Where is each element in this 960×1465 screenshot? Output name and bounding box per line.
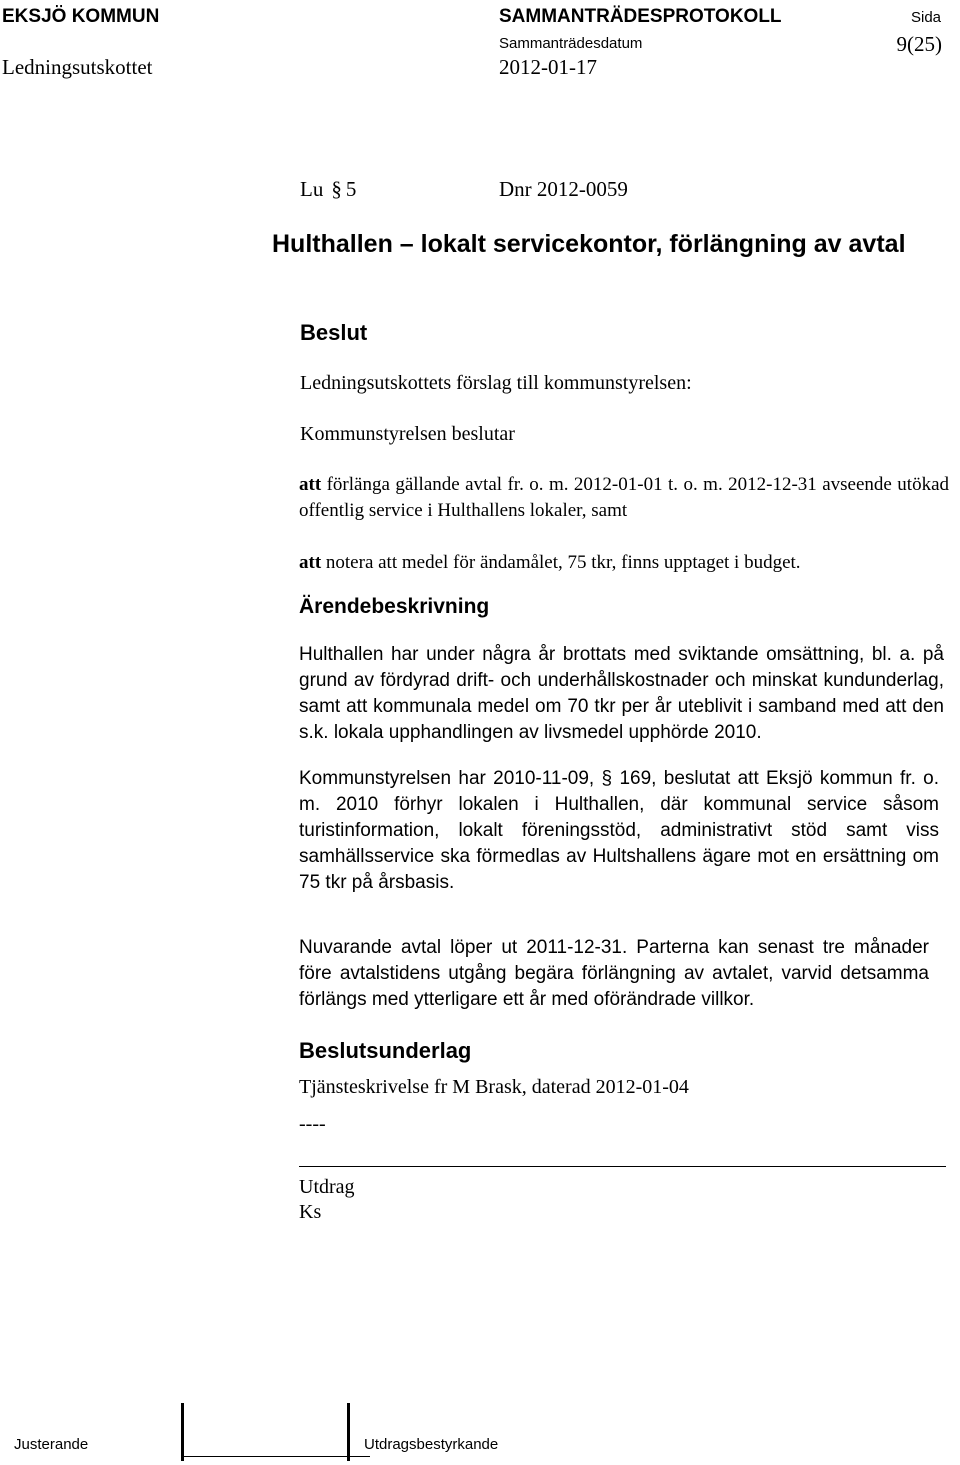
- description-paragraph-end: 169, beslutat att Eksjö kommun fr. o. m. 2010 förhyr lokalen i Hulthallen, där kommunal service såsom turistinformation, lokalt föreningsstöd, administrativt stöd samt viss samhällsservice ska förmedlas av Hultshallens ägare mot en ersättning om 75 tkr på årsbasis.: [299, 768, 940, 893]
- signature-divider: [181, 1403, 184, 1461]
- page-label: Sida: [911, 9, 942, 26]
- case-dnr: Dnr 2012-0059: [499, 177, 628, 201]
- decision-item: [299, 472, 949, 524]
- certification-label: Utdragsbestyrkande: [364, 1436, 499, 1453]
- signature-line: [350, 1456, 370, 1457]
- decision-heading: Beslut: [300, 320, 368, 345]
- adjusters-label: Justerande: [14, 1436, 89, 1453]
- signature-line: [184, 1456, 347, 1457]
- decision-intro: Ledningsutskottets förslag till kommunstyrelsen:: [300, 372, 692, 394]
- separator: ----: [299, 1113, 326, 1135]
- decision-item: [299, 550, 951, 576]
- decision-item-keyword: att: [299, 552, 322, 573]
- section-symbol: §: [331, 177, 342, 201]
- basis-heading: Beslutsunderlag: [299, 1038, 472, 1063]
- description-paragraph: [299, 766, 939, 896]
- committee-name: Ledningsutskottet: [2, 55, 153, 79]
- extract-recipient: Ks: [299, 1201, 322, 1223]
- case-prefix: Lu: [300, 177, 324, 201]
- decision-item-text: förlänga gällande avtal fr. o. m. 2012-01-01 t. o. m. 2012-12-31 avseende utökad offentlig service i Hulthallens lokaler, samt: [299, 474, 949, 521]
- page-number: 9(25): [896, 32, 942, 56]
- signature-divider: [347, 1403, 350, 1461]
- description-paragraph-start: Kommunstyrelsen har 2010-11-09,: [299, 768, 595, 789]
- description-paragraph: Hulthallen har under några år brottats med sviktande omsättning, bl. a. på grund av fördyrad drift- och underhållskostnader och minskat kundunderlag, samt att kommunala medel om 70 tkr per år uteblivit i samband med att den s.k. lokala upphandlingen av livsmedel upphörde 2010.: [299, 644, 944, 743]
- protocol-title: SAMMANTRÄDESPROTOKOLL: [499, 6, 782, 27]
- case-reference: [300, 177, 628, 202]
- organization-name: EKSJÖ KOMMUN: [2, 6, 160, 27]
- decision-lead: Kommunstyrelsen beslutar: [300, 423, 515, 445]
- section-symbol: §: [601, 768, 613, 789]
- extract-label: Utdrag: [299, 1176, 355, 1198]
- decision-item-text: notera att medel för ändamålet, 75 tkr, finns upptaget i budget.: [325, 552, 801, 573]
- meeting-date-label: Sammanträdesdatum: [499, 35, 643, 52]
- description-paragraph: Nuvarande avtal löper ut 2011-12-31. Parterna kan senast tre månader före avtalstidens utgång begära förlängning av avtalet, varvid detsamma förlängs med ytterligare ett år med oförändrade villkor.: [299, 937, 929, 1010]
- meeting-date: 2012-01-17: [499, 55, 597, 79]
- case-number: 5: [345, 177, 357, 201]
- basis-document: Tjänsteskrivelse fr M Brask, daterad 2012-01-04: [299, 1076, 689, 1098]
- divider: [299, 1166, 946, 1167]
- case-title: Hulthallen – lokalt servicekontor, förlängning av avtal: [272, 230, 906, 258]
- decision-item-keyword: att: [299, 474, 322, 495]
- description-heading: Ärendebeskrivning: [299, 595, 490, 618]
